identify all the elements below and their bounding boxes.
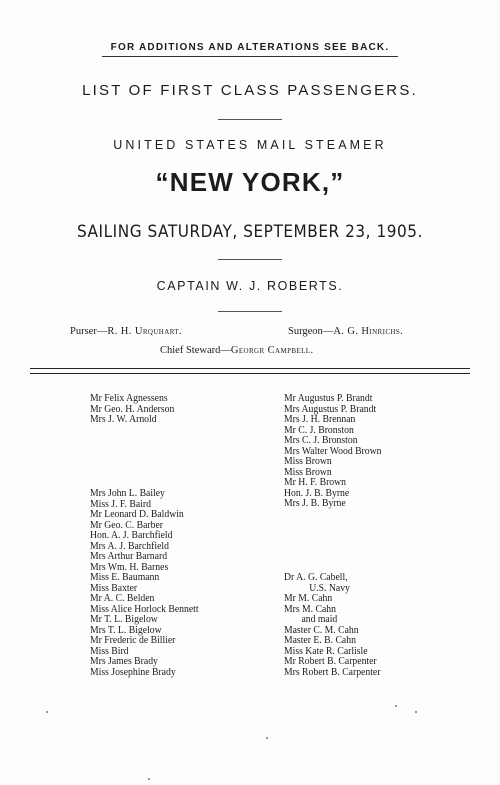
paper-speck — [395, 705, 397, 707]
double-rule — [30, 368, 470, 374]
passenger-column-left-b — [90, 489, 199, 678]
passenger-entry: Miss Brown — [284, 456, 332, 467]
passenger-entry: Mr Frederic de Billier — [90, 635, 176, 646]
passenger-entry: U.S. Navy — [309, 582, 350, 594]
passenger-entry: Mrs C. J. Bronston — [284, 435, 358, 446]
passenger-entry: Hon. A. J. Barchfield — [90, 530, 173, 541]
passenger-column-left-a — [90, 394, 174, 426]
passenger-entry: Master C. M. Cahn — [284, 624, 359, 636]
list-title: LIST OF FIRST CLASS PASSENGERS. — [82, 82, 418, 99]
passenger-entry: Miss Baxter — [90, 582, 138, 594]
passenger-entry: Miss J. F. Baird — [90, 498, 151, 510]
passenger-column-right-a — [284, 394, 382, 510]
passenger-entry: Mr Geo. H. Anderson — [90, 403, 175, 415]
surgeon-label: Surgeon— — [288, 326, 334, 337]
passenger-entry: Dr A. G. Cabell, — [284, 572, 348, 583]
passenger-entry: Mr T. L. Bigelow — [90, 614, 158, 625]
passenger-entry: Mrs M. Cahn — [284, 603, 337, 615]
passenger-entry: Mrs Walter Wood Brown — [284, 445, 382, 457]
additions-note: FOR ADDITIONS AND ALTERATIONS SEE BACK. — [110, 42, 390, 53]
passenger-entry: Miss Alice Horlock Bennett — [90, 603, 199, 615]
passenger-entry: Mr Robert B. Carpenter — [284, 656, 377, 667]
passenger-column-right-b — [284, 573, 380, 678]
passenger-entry: Mrs A. J. Barchfield — [90, 540, 169, 552]
steward-label: Chief Steward— — [160, 345, 231, 356]
passenger-entry: Mrs J. B. Byrne — [284, 498, 346, 509]
passenger-entry: Mrs James Brady — [90, 656, 158, 667]
paper-speck — [415, 711, 417, 713]
passenger-entry: Mr A. C. Belden — [90, 593, 155, 604]
divider-rule-3 — [218, 311, 282, 312]
passenger-entry: Miss Brown — [284, 466, 332, 478]
passenger-entry: Mrs T. L. Bigelow — [90, 624, 162, 636]
purser-line — [70, 326, 182, 337]
chief-steward-line — [160, 345, 314, 356]
paper-speck — [148, 778, 150, 780]
passenger-entry: Miss Bird — [90, 645, 129, 657]
passenger-entry: Master E. B. Cahn — [284, 635, 356, 646]
passenger-entry: Mr Augustus P. Brandt — [284, 393, 373, 404]
passenger-entry: Mrs J. W. Arnold — [90, 414, 157, 425]
steamer-line: UNITED STATES MAIL STEAMER — [113, 138, 387, 152]
passenger-entry: Mrs John L. Bailey — [90, 488, 165, 499]
passenger-entry: Mr C. J. Bronston — [284, 424, 354, 436]
passenger-entry: Hon. J. B. Byrne — [284, 487, 350, 499]
paper-speck — [266, 737, 268, 739]
surgeon-line — [288, 326, 403, 337]
captain-line: CAPTAIN W. J. ROBERTS. — [156, 279, 344, 293]
passenger-entry: Mrs Arthur Barnard — [90, 551, 168, 562]
divider-rule-1 — [218, 119, 282, 120]
purser-name: R. H. Urquhart. — [107, 326, 183, 337]
passenger-entry: Mrs Augustus P. Brandt — [284, 403, 377, 415]
ship-name: “NEW YORK,” — [155, 167, 345, 197]
passenger-entry: Miss E. Baumann — [90, 572, 160, 583]
surgeon-name: A. G. Hinrichs. — [333, 326, 404, 337]
steward-name: Georgr Campbell. — [230, 345, 314, 356]
purser-label: Purser— — [70, 326, 108, 337]
passenger-entry: Miss Kate R. Carlisle — [284, 645, 368, 657]
passenger-entry: Mr Felix Agnessens — [90, 393, 168, 404]
passenger-entry: Mr H. F. Brown — [284, 477, 347, 488]
passenger-entry: Mr Leonard D. Baldwin — [90, 509, 184, 520]
passenger-entry: Mrs Robert B. Carpenter — [284, 666, 381, 678]
passenger-entry: and maid — [301, 614, 338, 625]
paper-speck — [46, 711, 48, 713]
divider-rule-2 — [218, 259, 282, 260]
note-underline — [102, 56, 398, 57]
passenger-entry: Miss Josephine Brady — [90, 666, 176, 678]
passenger-entry: Mrs J. H. Brennan — [284, 414, 356, 425]
passenger-entry: Mrs Wm. H. Barnes — [90, 561, 169, 573]
passenger-entry: Mr M. Cahn — [284, 593, 333, 604]
passenger-entry: Mr Geo. C. Barber — [90, 519, 164, 531]
sailing-date: SAILING SATURDAY, SEPTEMBER 23, 1905. — [77, 222, 423, 242]
